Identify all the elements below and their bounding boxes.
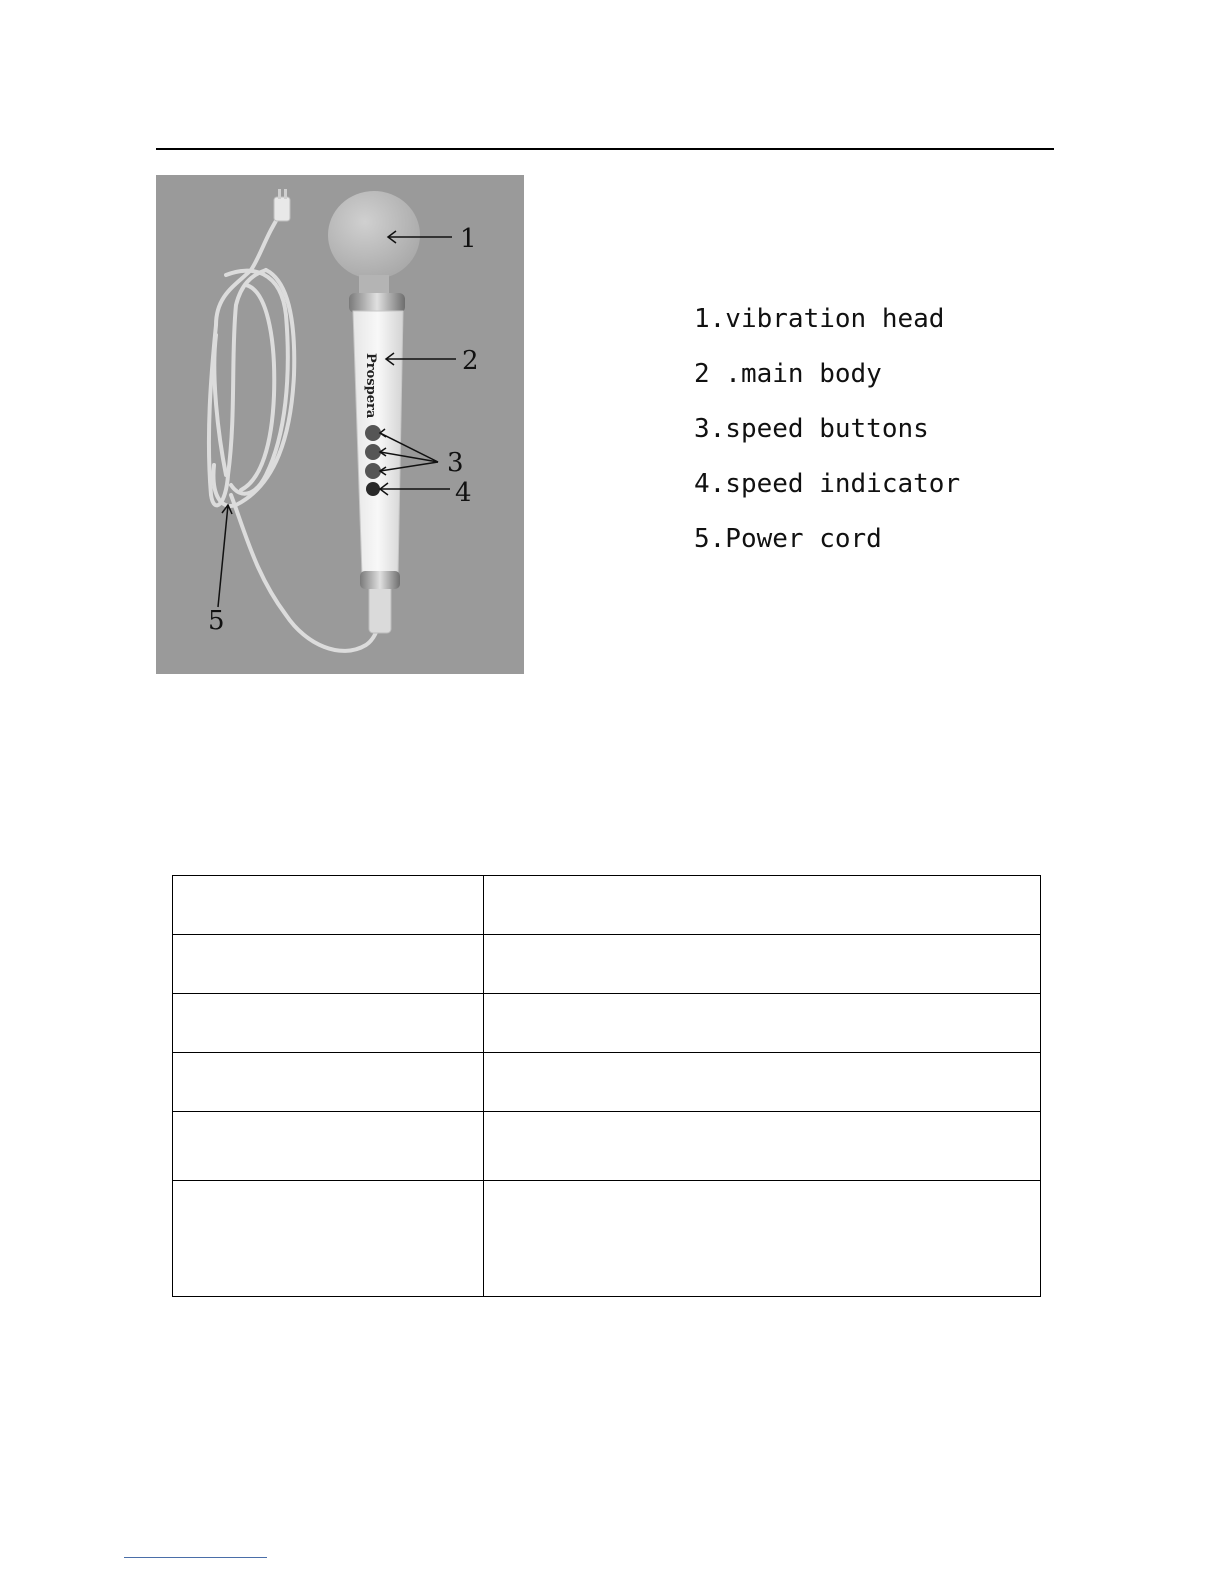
callout-3: 3 xyxy=(447,448,464,478)
footer-link-underline[interactable] xyxy=(124,1557,267,1558)
table-row xyxy=(173,1112,1041,1181)
table-row xyxy=(173,1053,1041,1112)
spec-label-cell xyxy=(173,876,484,935)
spec-label-cell xyxy=(173,1112,484,1181)
spec-label-cell xyxy=(173,1053,484,1112)
callout-4: 4 xyxy=(455,478,472,508)
legend-item-speed-indicator: 4.speed indicator xyxy=(694,469,961,499)
spec-table xyxy=(172,875,1041,1297)
brand-label: Prospera xyxy=(363,353,378,419)
spec-value-cell xyxy=(484,1112,1041,1181)
table-row xyxy=(173,876,1041,935)
spec-value-cell xyxy=(484,1053,1041,1112)
spec-value-cell xyxy=(484,935,1041,994)
product-photo xyxy=(156,175,524,674)
legend-item-vibration-head: 1.vibration head xyxy=(694,304,945,334)
table-row xyxy=(173,1181,1041,1297)
spec-value-cell xyxy=(484,1181,1041,1297)
legend-item-main-body: 2 .main body xyxy=(694,359,882,389)
spec-value-cell xyxy=(484,994,1041,1053)
spec-label-cell xyxy=(173,994,484,1053)
callout-5: 5 xyxy=(208,606,225,636)
callout-2: 2 xyxy=(462,346,479,376)
legend-item-power-cord: 5.Power cord xyxy=(694,524,882,554)
table-row xyxy=(173,994,1041,1053)
callout-1: 1 xyxy=(460,224,477,254)
spec-label-cell xyxy=(173,1181,484,1297)
spec-label-cell xyxy=(173,935,484,994)
legend-item-speed-buttons: 3.speed buttons xyxy=(694,414,929,444)
spec-value-cell xyxy=(484,876,1041,935)
table-row xyxy=(173,935,1041,994)
header-rule xyxy=(156,148,1054,150)
